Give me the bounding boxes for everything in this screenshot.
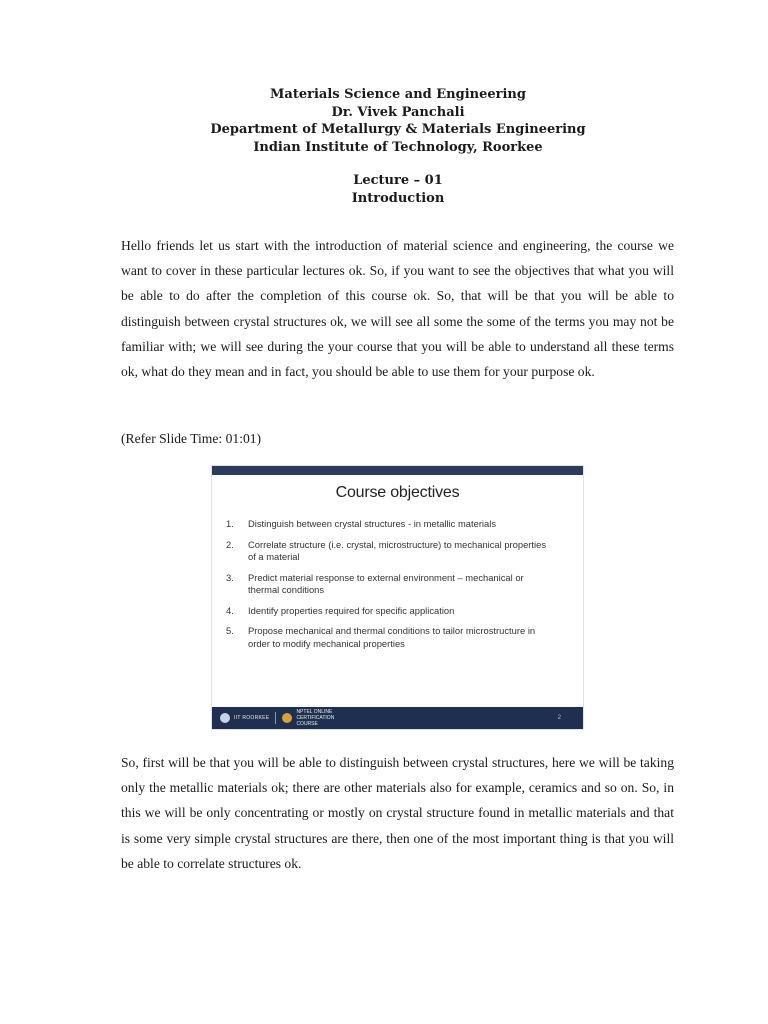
objective-text: Predict material response to external environment – mechanical or thermal conditions	[248, 571, 524, 595]
slide-title: Course objectives	[335, 484, 460, 501]
objective-item	[226, 625, 556, 650]
objective-text: Propose mechanical and thermal conditions to tailor microstructure in order to modify mechanical properties	[248, 625, 536, 649]
course-title: Materials Science and Engineering	[270, 87, 526, 102]
slide-image	[211, 465, 584, 730]
objective-number: 5.	[226, 625, 234, 636]
objective-item	[226, 605, 556, 618]
department-name: Department of Metallurgy & Materials Engineering	[210, 122, 586, 137]
lecture-topic: Introduction	[351, 190, 445, 206]
instructor-name: Dr. Vivek Panchali	[331, 104, 465, 120]
objectives-list	[226, 518, 556, 658]
footer-course-line2: CERTIFICATION COURSE	[296, 715, 335, 727]
objective-number: 1.	[226, 518, 234, 529]
objective-text: Identify properties required for specific application	[248, 604, 455, 616]
lecture-number: Lecture – 01	[353, 173, 443, 188]
objective-item	[226, 539, 556, 564]
objective-item	[226, 572, 556, 597]
objective-text: Correlate structure (i.e. crystal, microstructure) to mechanical properties of a material	[248, 538, 547, 562]
nptel-logo-icon	[282, 713, 292, 723]
objective-number: 4.	[226, 604, 234, 616]
iit-roorkee-logo-icon	[220, 713, 230, 723]
intro-paragraph: Hello friends let us start with the introduction of material science and engineering, the course we want to cover in these particular lectures ok. So, if you want to see the objectives that what you will be able to do after the completion of this course ok. So, that will be that you will be able to distinguish between crystal structures ok, we will see all some the some of the terms you may not be familiar with; we will see during the your course that you will be able to understand all these terms ok, what do they mean and in fact, you should be able to use them for your purpose ok.	[121, 238, 674, 380]
footer-org: IIT ROORKEE	[234, 715, 270, 721]
objective-item	[226, 518, 556, 531]
objective-text: Distinguish between crystal structures - in metallic materials	[248, 518, 497, 529]
objective-number: 3.	[226, 571, 234, 583]
objective-number: 2.	[226, 538, 234, 550]
footer-divider	[275, 712, 276, 724]
institute-name: Indian Institute of Technology, Roorkee	[253, 139, 543, 155]
slide-footer	[212, 707, 583, 729]
footer-course	[296, 709, 336, 727]
footer-course-line1: NPTEL ONLINE	[296, 709, 333, 715]
refer-slide-time: (Refer Slide Time: 01:01)	[121, 431, 262, 446]
slide-top-bar	[212, 466, 583, 475]
header-spacer	[0, 156, 768, 172]
second-paragraph: So, first will be that you will be able to distinguish between crystal structures, here we will be taking only the metallic materials ok; there are other materials also for example, ceramics and so on. So, in this we will be only concentrating or mostly on crystal structure found in metallic materials and that is some very simple crystal structures are there, then one of the most important thing is that you will be able to correlate structures ok.	[121, 755, 674, 871]
slide-page-number: 2	[557, 715, 561, 721]
document-header	[0, 86, 768, 207]
